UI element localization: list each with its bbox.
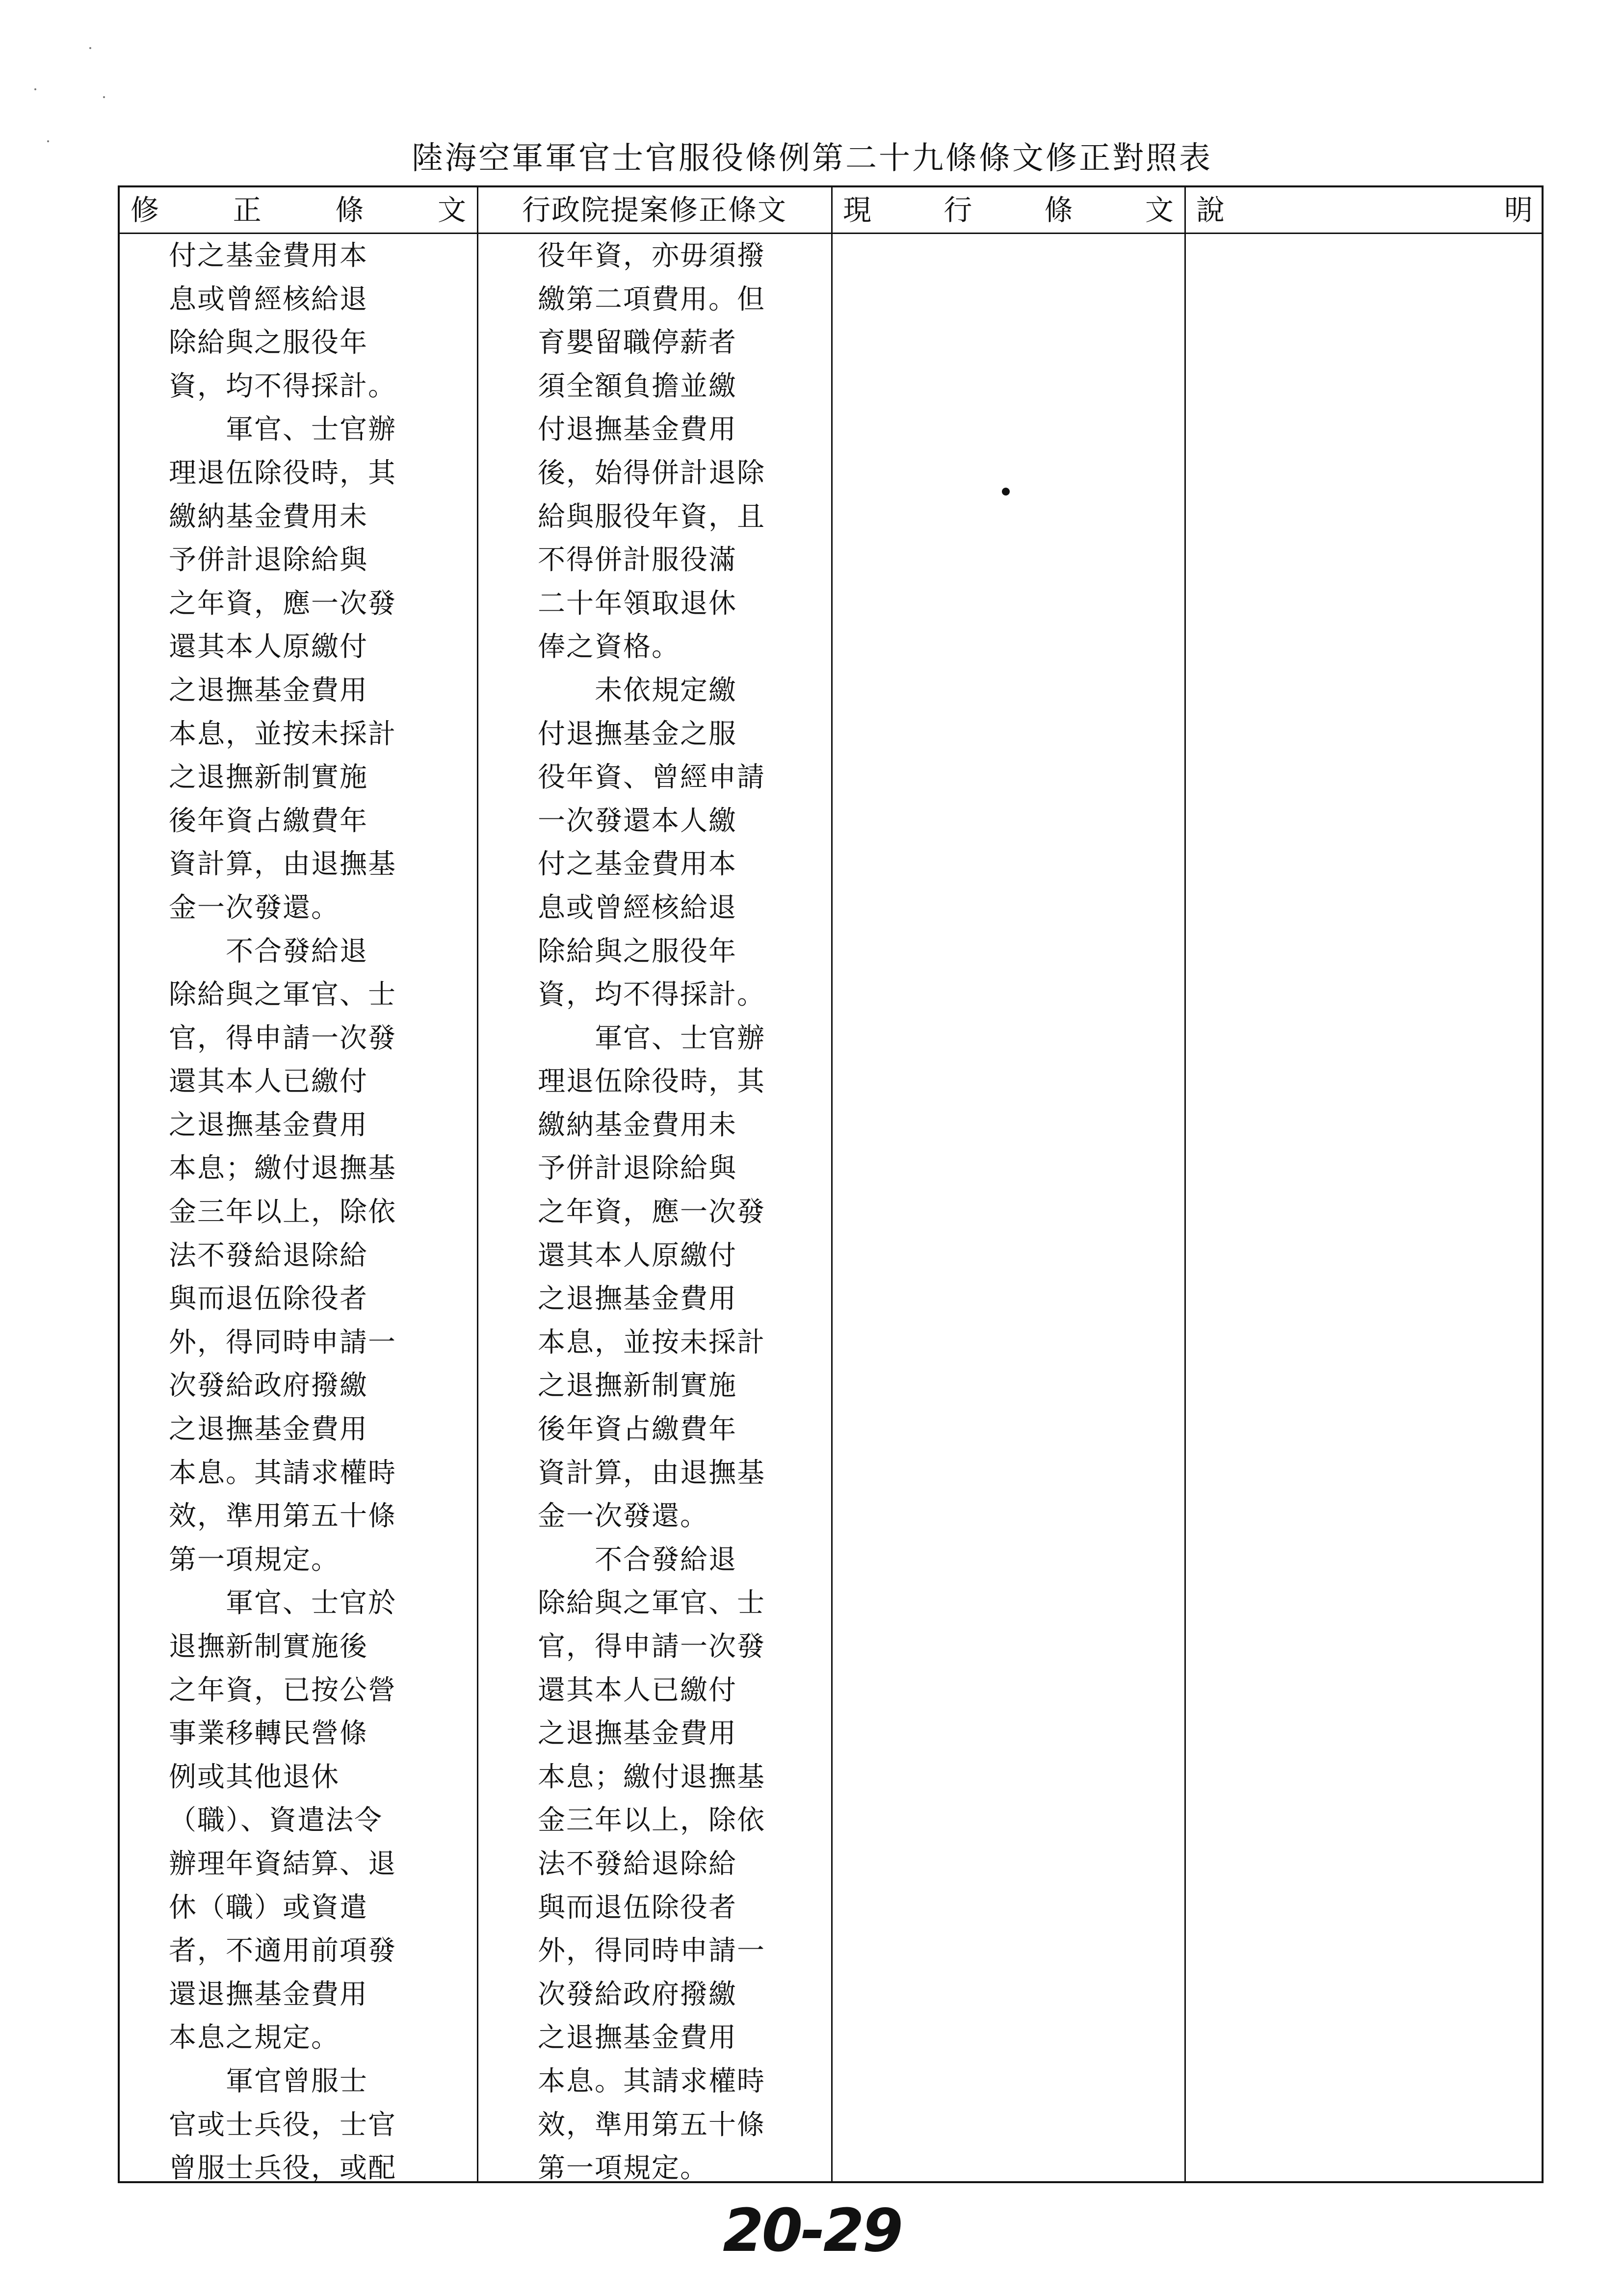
text-line: 本息；繳付退撫基: [538, 1761, 765, 1793]
text-line: 事業移轉民營條: [169, 1718, 368, 1750]
text-line: 不合發給退: [169, 935, 368, 967]
text-line: 曾服士兵役，或配: [169, 2152, 396, 2185]
text-line: 還退撫基金費用: [169, 1978, 368, 2010]
text-line: 金一次發還。: [538, 1500, 708, 1533]
text-line: 之退撫基金費用: [538, 2022, 737, 2054]
scan-speck: [103, 96, 105, 98]
header-executive-yuan-proposal: [478, 187, 831, 233]
text-line: 付之基金費用本: [538, 848, 737, 881]
text-line: 還其本人原繳付: [538, 1239, 737, 1272]
text-line: 效，準用第五十條: [169, 1500, 396, 1533]
text-line: 資計算，由退撫基: [169, 848, 396, 881]
header-char: 修: [131, 193, 159, 227]
text-line: （職）、資遣法令: [169, 1804, 383, 1837]
text-line: 後年資占繳費年: [538, 1413, 737, 1446]
handwritten-page-number: 20-29: [723, 2197, 901, 2265]
text-line: 本息之規定。: [169, 2022, 340, 2054]
text-line: 繳納基金費用未: [538, 1109, 737, 1141]
text-line: 須全額負擔並繳: [538, 370, 737, 402]
header-char: 正: [233, 193, 262, 227]
header-divider: [120, 233, 1542, 234]
text-line: 育嬰留職停薪者: [538, 327, 737, 359]
text-line: 者，不適用前項發: [169, 1935, 396, 1967]
header-char: 行政院提案修正條文: [522, 193, 787, 227]
text-line: 軍官、士官辦: [169, 414, 396, 446]
text-line: 本息，並按未採計: [169, 718, 396, 750]
text-line: 息或曾經核給退: [169, 283, 368, 315]
text-line: 之年資，應一次發: [169, 587, 396, 620]
text-line: 本息。其請求權時: [169, 1457, 396, 1489]
text-line: 繳第二項費用。但: [538, 283, 765, 315]
text-line: 軍官、士官於: [169, 1587, 396, 1619]
text-line: 除給與之軍官、士: [538, 1587, 765, 1619]
header-char: 條: [1044, 193, 1073, 227]
text-line: 之退撫新制實施: [169, 761, 368, 794]
header-char: 行: [943, 193, 972, 227]
text-line: 次發給政府撥繳: [538, 1978, 737, 2010]
text-line: 休（職）或資遣: [169, 1891, 368, 1924]
text-line: 之退撫新制實施: [538, 1370, 737, 1402]
ink-dot: [1002, 488, 1010, 496]
text-line: 軍官、士官辦: [538, 1022, 765, 1054]
text-line: 給與服役年資，且: [538, 500, 765, 533]
scan-speck: [89, 47, 91, 49]
text-line: 理退伍除役時，其: [538, 1066, 765, 1098]
text-line: 付之基金費用本: [169, 240, 368, 272]
column-executive-yuan-proposal: [538, 235, 827, 2191]
text-line: 軍官曾服士: [169, 2065, 368, 2097]
scan-speck: [47, 140, 49, 142]
text-line: 一次發還本人繳: [538, 805, 737, 837]
text-line: 役年資、曾經申請: [538, 761, 765, 794]
text-line: 外，得同時申請一: [538, 1935, 765, 1967]
text-line: 不得併計服役滿: [538, 544, 737, 576]
text-line: 本息。其請求權時: [538, 2065, 765, 2097]
text-line: 之退撫基金費用: [538, 1718, 737, 1750]
text-line: 之年資，已按公營: [169, 1674, 396, 1706]
header-char: 現: [843, 193, 872, 227]
column-divider: [1184, 187, 1186, 2181]
text-line: 法不發給退除給: [538, 1848, 737, 1880]
text-line: 之退撫基金費用: [169, 1109, 368, 1141]
text-line: 本息，並按未採計: [538, 1326, 765, 1358]
text-line: 還其本人原繳付: [169, 631, 368, 663]
text-line: 還其本人已繳付: [538, 1674, 737, 1706]
header-char: 文: [1145, 193, 1174, 227]
text-line: 除給與之服役年: [169, 327, 368, 359]
text-line: 資，均不得採計。: [169, 370, 396, 402]
text-line: 法不發給退除給: [169, 1239, 368, 1272]
header-current-text: [832, 187, 1184, 233]
header-char: 明: [1504, 193, 1533, 227]
text-line: 與而退伍除役者: [169, 1283, 368, 1315]
column-divider: [831, 187, 833, 2181]
text-line: 外，得同時申請一: [169, 1326, 396, 1358]
text-line: 與而退伍除役者: [538, 1891, 737, 1924]
text-line: 官或士兵役，士官: [169, 2109, 396, 2141]
text-line: 之退撫基金費用: [169, 1413, 368, 1446]
text-line: 後，始得併計退除: [538, 457, 765, 489]
text-line: 未依規定繳: [538, 674, 737, 706]
text-line: 之年資，應一次發: [538, 1196, 765, 1228]
text-line: 予併計退除給與: [538, 1152, 737, 1185]
text-line: 本息；繳付退撫基: [169, 1152, 396, 1185]
header-explanation: [1185, 187, 1544, 233]
text-line: 官，得申請一次發: [169, 1022, 396, 1054]
text-line: 退撫新制實施後: [169, 1631, 368, 1663]
text-line: 資計算，由退撫基: [538, 1457, 765, 1489]
column-divider: [477, 187, 478, 2181]
text-line: 次發給政府撥繳: [169, 1370, 368, 1402]
text-line: 二十年領取退休: [538, 587, 737, 620]
header-char: 條: [335, 193, 364, 227]
text-line: 第一項規定。: [538, 2152, 708, 2185]
text-line: 役年資，亦毋須撥: [538, 240, 765, 272]
text-line: 理退伍除役時，其: [169, 457, 396, 489]
text-line: 予併計退除給與: [169, 544, 368, 576]
text-line: 資，均不得採計。: [538, 979, 765, 1011]
header-char: 文: [437, 193, 466, 227]
text-line: 付退撫基金之服: [538, 718, 737, 750]
text-line: 金一次發還。: [169, 891, 340, 924]
text-line: 不合發給退: [538, 1543, 737, 1576]
text-line: 除給與之軍官、士: [169, 979, 396, 1011]
text-line: 俸之資格。: [538, 631, 680, 663]
text-line: 息或曾經核給退: [538, 891, 737, 924]
text-line: 金三年以上，除依: [538, 1804, 765, 1837]
text-line: 金三年以上，除依: [169, 1196, 396, 1228]
text-line: 辦理年資結算、退: [169, 1848, 396, 1880]
column-amended-text: [169, 235, 473, 2191]
header-amended-text: [120, 187, 477, 233]
scan-speck: [34, 88, 36, 90]
header-char: 說: [1196, 193, 1225, 227]
text-line: 後年資占繳費年: [169, 805, 368, 837]
text-line: 第一項規定。: [169, 1543, 340, 1576]
text-line: 之退撫基金費用: [169, 674, 368, 706]
text-line: 繳納基金費用未: [169, 500, 368, 533]
text-line: 官，得申請一次發: [538, 1631, 765, 1663]
document-title: 陸海空軍軍官士官服役條例第二十九條條文修正對照表: [412, 140, 1212, 177]
text-line: 還其本人已繳付: [169, 1066, 368, 1098]
text-line: 之退撫基金費用: [538, 1283, 737, 1315]
text-line: 除給與之服役年: [538, 935, 737, 967]
text-line: 例或其他退休: [169, 1761, 340, 1793]
text-line: 效，準用第五十條: [538, 2109, 765, 2141]
text-line: 付退撫基金費用: [538, 414, 737, 446]
comparison-table: [118, 185, 1544, 2183]
